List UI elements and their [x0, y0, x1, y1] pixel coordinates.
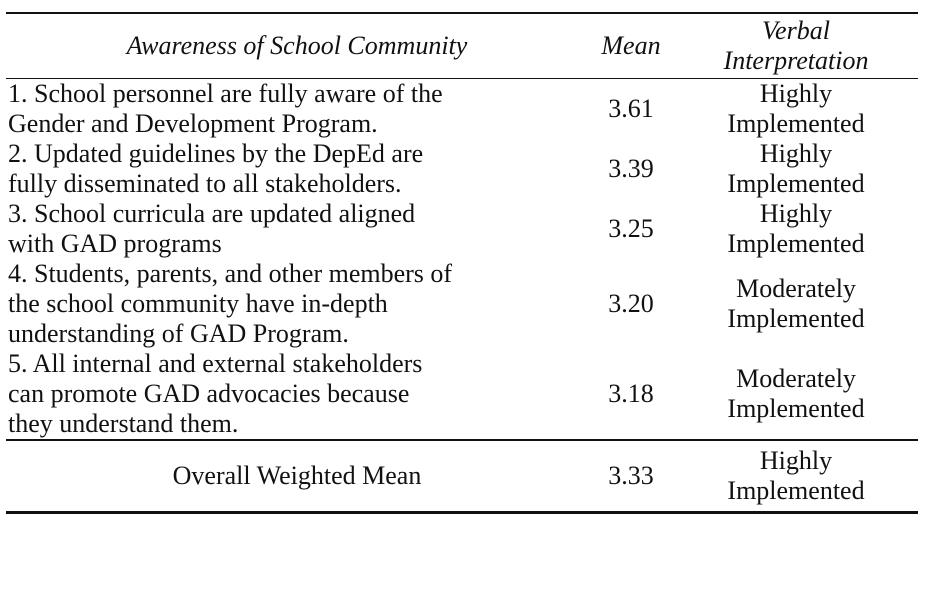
row-interpretation-line: Implemented — [727, 304, 865, 333]
row-interpretation — [674, 259, 918, 349]
row-mean: 3.18 — [608, 379, 654, 408]
table-row — [6, 139, 918, 199]
row-statement-line: fully disseminated to all stakeholders. — [8, 169, 402, 198]
table-row — [6, 199, 918, 259]
overall-interpretation-line: Implemented — [727, 476, 865, 505]
row-statement-line: Gender and Development Program. — [8, 109, 378, 138]
row-interpretation-line: Highly — [759, 139, 833, 168]
row-interpretation — [674, 199, 918, 259]
table-header — [6, 13, 918, 79]
row-statement — [6, 79, 588, 140]
row-statement-line: 4. Students, parents, and other members of — [8, 259, 453, 288]
overall-interpretation — [674, 440, 918, 513]
header-interpretation — [674, 13, 918, 79]
row-statement — [6, 259, 588, 349]
table-row — [6, 259, 918, 349]
row-statement — [6, 199, 588, 259]
row-interpretation-line: Implemented — [727, 169, 865, 198]
row-statement-line: 5. All internal and external stakeholders — [8, 349, 423, 378]
table-footer — [6, 440, 918, 513]
header-mean: Mean — [601, 31, 661, 60]
row-mean: 3.20 — [608, 289, 654, 318]
row-interpretation-line: Highly — [759, 199, 833, 228]
row-interpretation-line: Implemented — [727, 109, 865, 138]
row-statement-line: the school community have in-depth — [8, 289, 388, 318]
row-interpretation-line: Moderately — [736, 364, 856, 393]
row-statement-line: can promote GAD advocacies because — [8, 379, 410, 408]
header-statement: Awareness of School Community — [126, 31, 468, 60]
table-row — [6, 79, 918, 140]
overall-interpretation-line: Highly — [759, 446, 833, 475]
row-statement — [6, 139, 588, 199]
header-row — [6, 13, 918, 79]
row-interpretation-line: Moderately — [736, 274, 856, 303]
row-statement-line: understanding of GAD Program. — [8, 319, 349, 348]
row-interpretation-line: Implemented — [727, 229, 865, 258]
row-mean: 3.25 — [608, 214, 654, 243]
row-mean: 3.61 — [608, 94, 654, 123]
row-interpretation — [674, 79, 918, 140]
row-statement-line: 1. School personnel are fully aware of the — [8, 79, 443, 108]
row-interpretation-line: Highly — [759, 79, 833, 108]
row-interpretation — [674, 349, 918, 440]
table-row — [6, 349, 918, 440]
row-mean: 3.39 — [608, 154, 654, 183]
row-interpretation — [674, 139, 918, 199]
row-statement — [6, 349, 588, 440]
overall-label: Overall Weighted Mean — [172, 461, 422, 490]
row-statement-line: they understand them. — [8, 409, 239, 438]
row-statement-line: 2. Updated guidelines by the DepEd are — [8, 139, 424, 168]
overall-mean: 3.33 — [608, 461, 654, 490]
header-interpretation-line1: Verbal — [762, 16, 830, 45]
row-interpretation-line: Implemented — [727, 394, 865, 423]
row-statement-line: 3. School curricula are updated aligned — [8, 199, 416, 228]
row-statement-line: with GAD programs — [8, 229, 222, 258]
header-interpretation-line2: Interpretation — [723, 46, 869, 75]
table-body — [6, 79, 918, 441]
overall-row — [6, 440, 918, 513]
awareness-table-container — [6, 12, 918, 514]
awareness-table — [6, 12, 918, 514]
